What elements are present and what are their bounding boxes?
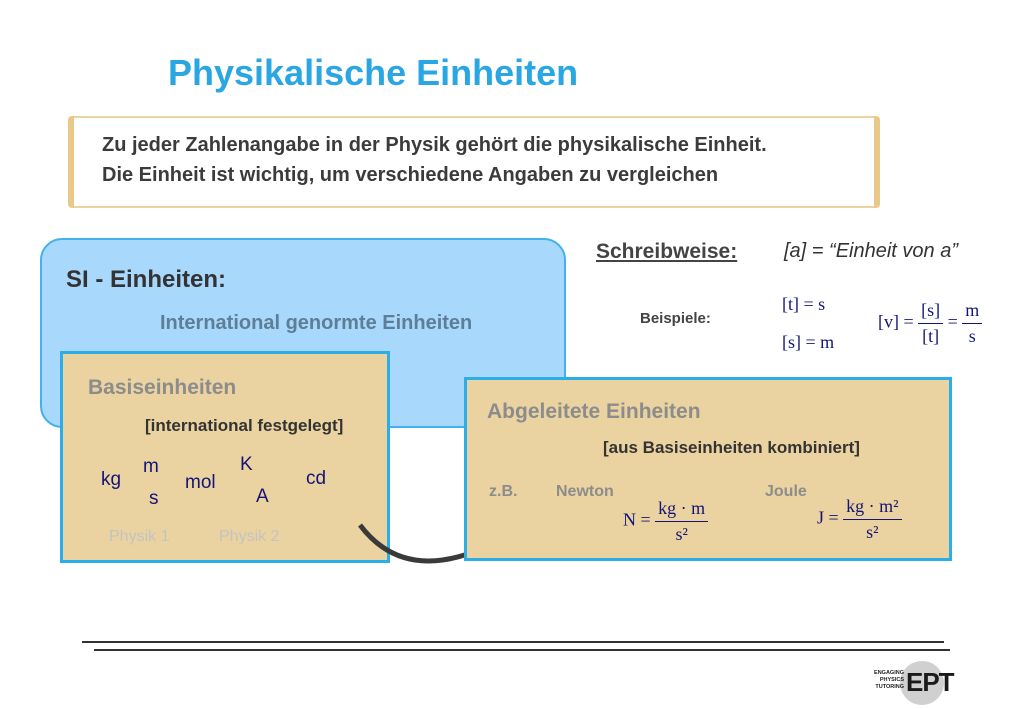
base-units-subtitle: [international festgelegt]: [145, 416, 344, 435]
logo-mark: EPT: [906, 667, 954, 697]
notation-heading: Schreibweise:: [596, 240, 738, 263]
base-units-box: [60, 351, 390, 563]
joule-formula: J = $\frac{\text{kg · m²}}{\text{s²}}$: [817, 496, 902, 543]
notation-definition: [a] = “Einheit von a”: [784, 240, 958, 262]
unit-k: K: [240, 454, 253, 475]
logo-words: ENGAGING PHYSICS TUTORING: [874, 670, 904, 690]
si-title: SI - Einheiten:: [66, 266, 227, 293]
link-physik-2[interactable]: Physik 2: [219, 528, 280, 545]
intro-line-1: Zu jeder Zahlenangabe in der Physik gehört die physikalische Einheit.: [102, 134, 767, 156]
intro-line-2: Die Einheit ist wichtig, um verschiedene Angaben zu vergleichen: [102, 164, 719, 186]
unit-m: m: [143, 456, 159, 477]
unit-kg: kg: [101, 469, 122, 490]
example-time: [t] = s: [782, 294, 826, 314]
base-units-title: Basiseinheiten: [88, 376, 237, 399]
unit-s: s: [149, 488, 159, 509]
newton-label: Newton: [556, 483, 614, 500]
derived-units-title: Abgeleitete Einheiten: [487, 400, 701, 423]
derived-units-box: [464, 377, 952, 561]
link-physik-1[interactable]: Physik 1: [109, 528, 170, 545]
si-subtitle: International genormte Einheiten: [160, 312, 473, 334]
eg-label: z.B.: [489, 483, 518, 500]
newton-formula: N = $\frac{kg \cdot m}{\text{s²}}$: [623, 498, 708, 545]
ept-logo: [868, 658, 958, 706]
derived-units-subtitle: [aus Basiseinheiten kombiniert]: [603, 438, 860, 457]
unit-a: A: [256, 486, 269, 507]
example-velocity: [v] = $\frac{[s]}{[t]}$ = $\frac{m}{s}$: [878, 300, 982, 347]
page-title: Physikalische Einheiten: [168, 52, 579, 93]
unit-mol: mol: [185, 472, 216, 493]
example-distance: [s] = m: [782, 332, 835, 352]
unit-cd: cd: [306, 468, 327, 489]
joule-label: Joule: [765, 483, 807, 500]
footer-divider: [82, 640, 952, 654]
examples-label: Beispiele:: [640, 310, 711, 327]
intro-box: [68, 116, 880, 208]
